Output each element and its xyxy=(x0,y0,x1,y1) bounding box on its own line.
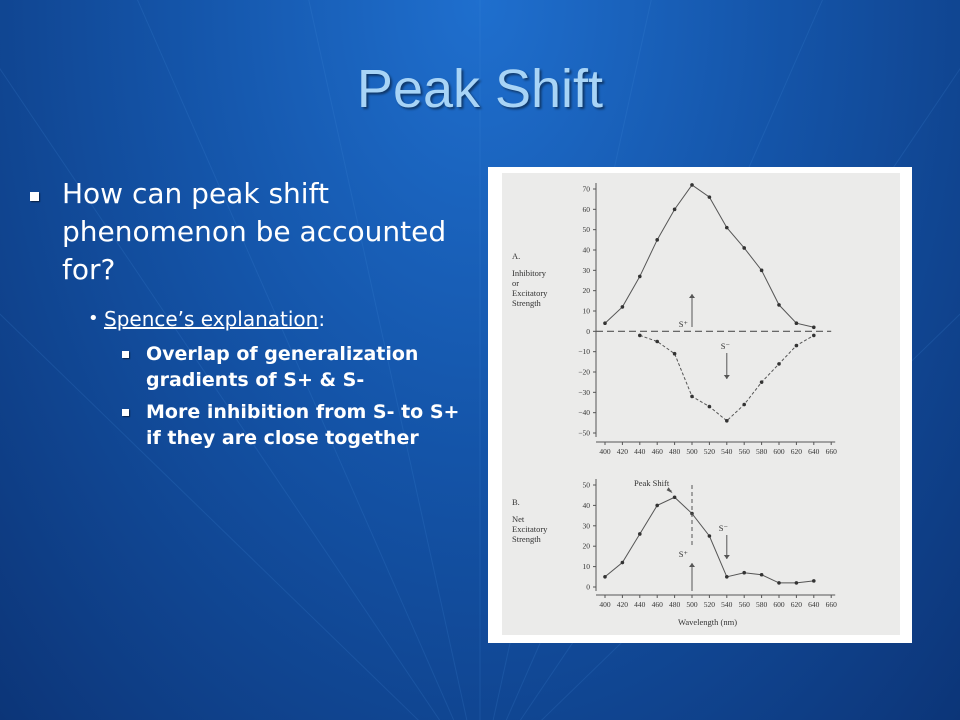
bullet-detail-inhibition xyxy=(30,399,470,451)
panel-b-x-tick-label: 500 xyxy=(686,600,698,609)
panel-a-ylabel-line2: or xyxy=(512,278,520,288)
panel-a-series-0-point xyxy=(673,208,677,212)
panel-a-x-tick-label: 520 xyxy=(703,447,716,456)
panel-a-series-0-point xyxy=(725,226,729,230)
panel-b-s-plus-label: S⁺ xyxy=(678,549,688,559)
panel-b-x-tick-label: 520 xyxy=(703,600,716,609)
panel-a-series-1-point xyxy=(638,334,642,338)
panel-a-series-0-point xyxy=(777,303,781,307)
panel-b-series-0-point xyxy=(708,534,712,538)
panel-b-series-0-point xyxy=(603,575,607,579)
panel-a-y-tick-label: 0 xyxy=(586,326,590,336)
panel-a-y-tick-label: −30 xyxy=(578,387,590,397)
panel-a-y-tick-label: 50 xyxy=(582,225,590,235)
panel-b-x-tick-label: 480 xyxy=(668,600,681,609)
panel-b-x-tick-label: 460 xyxy=(651,600,663,609)
bullet-main-text: How can peak shift phenomenon be accounted for? xyxy=(62,177,447,286)
panel-b-y-tick-label: 20 xyxy=(582,541,590,551)
panel-b-x-tick-label: 420 xyxy=(616,600,629,609)
bullet-detail-text: More inhibition from S- to S+ if they are close together xyxy=(146,401,460,449)
panel-b-series-0-point xyxy=(621,561,625,565)
panel-a-series-1-point xyxy=(690,395,694,399)
generalization-gradient-figure xyxy=(488,167,912,643)
panel-b-y-tick-label: 50 xyxy=(582,480,590,490)
panel-a-y-tick-label: −50 xyxy=(578,428,590,438)
panel-a-series-1-point xyxy=(673,352,677,356)
panel-b-series-0-point xyxy=(812,579,816,583)
panel-b-y-tick-label: 0 xyxy=(586,582,590,592)
panel-b-series-0-point xyxy=(638,532,642,536)
panel-a-label: A. xyxy=(512,251,521,261)
panel-a-series-0-point xyxy=(760,269,764,273)
panel-a-ylabel-line1: Inhibitory xyxy=(512,268,546,278)
panel-b-ylabel-line1: Net xyxy=(512,514,525,524)
panel-b-series-0-point xyxy=(673,495,677,499)
panel-a-series-0-point xyxy=(638,275,642,279)
panel-a-x-tick-label: 640 xyxy=(808,447,820,456)
panel-a-y-tick-label: −10 xyxy=(578,347,590,357)
panel-b-s-minus-label: S⁻ xyxy=(718,523,729,533)
panel-a-series-1-point xyxy=(725,419,729,423)
bullet-detail-overlap xyxy=(30,341,470,393)
panel-b-x-tick-label: 440 xyxy=(634,600,646,609)
bullet-detail-text: Overlap of generalization gradients of S+ & S- xyxy=(146,343,419,391)
panel-b-x-tick-label: 580 xyxy=(755,600,768,609)
panel-a-s-plus-label: S⁺ xyxy=(678,319,688,329)
panel-a-x-tick-label: 580 xyxy=(755,447,768,456)
panel-b-x-tick-label: 540 xyxy=(721,600,733,609)
panel-a-ylabel-line4: Strength xyxy=(512,298,541,308)
panel-a-y-tick-label: 40 xyxy=(582,245,590,255)
panel-a-series-1-point xyxy=(742,403,746,407)
figure-panel xyxy=(488,167,912,643)
spence-explanation-link[interactable]: Spence’s explanation xyxy=(104,307,319,331)
panel-a-x-tick-label: 660 xyxy=(825,447,837,456)
panel-a-series-1-point xyxy=(812,334,816,338)
panel-a-x-tick-label: 500 xyxy=(686,447,698,456)
panel-b-peak-shift-label: Peak Shift xyxy=(634,478,670,488)
bullet-sub xyxy=(30,305,470,333)
panel-b-y-tick-label: 10 xyxy=(582,562,590,572)
bullet-list xyxy=(30,175,470,451)
panel-b-x-tick-label: 640 xyxy=(808,600,820,609)
figure-scan-background xyxy=(502,173,900,635)
round-bullet-icon: • xyxy=(88,308,99,329)
panel-b-y-tick-label: 30 xyxy=(582,521,590,531)
panel-b-x-tick-label: 600 xyxy=(773,600,785,609)
panel-a-y-tick-label: 30 xyxy=(582,265,590,275)
panel-a-x-tick-label: 420 xyxy=(616,447,629,456)
panel-a-series-0-point xyxy=(795,321,799,325)
panel-a-series-1-point xyxy=(760,380,764,384)
panel-a-ylabel-line3: Excitatory xyxy=(512,288,548,298)
panel-a-x-tick-label: 540 xyxy=(721,447,733,456)
panel-b-xlabel: Wavelength (nm) xyxy=(678,617,738,627)
panel-a-series-0-point xyxy=(621,305,625,309)
slide-title: Peak Shift xyxy=(356,59,604,119)
panel-a-series-1-point xyxy=(795,344,799,348)
bullet-main xyxy=(30,175,470,289)
panel-b-series-0-point xyxy=(777,581,781,585)
bullet-sub-colon: : xyxy=(318,307,326,331)
panel-a-y-tick-label: −20 xyxy=(578,367,590,377)
panel-b-series-0-point xyxy=(795,581,799,585)
panel-a-y-tick-label: 70 xyxy=(582,184,590,194)
panel-a-x-tick-label: 560 xyxy=(738,447,750,456)
panel-a-x-tick-label: 620 xyxy=(790,447,803,456)
square-bullet-icon xyxy=(122,409,129,416)
panel-b-y-tick-label: 40 xyxy=(582,500,590,510)
panel-a-y-tick-label: 60 xyxy=(582,204,590,214)
panel-a-y-tick-label: 20 xyxy=(582,286,590,296)
panel-a-series-0-point xyxy=(690,183,694,187)
panel-a-series-1-point xyxy=(655,340,659,344)
panel-b-label: B. xyxy=(512,497,520,507)
square-bullet-icon xyxy=(30,192,39,201)
panel-b-ylabel-line2: Excitatory xyxy=(512,524,548,534)
panel-a-series-0-point xyxy=(655,238,659,242)
panel-a-x-tick-label: 400 xyxy=(599,447,611,456)
panel-b-x-tick-label: 620 xyxy=(790,600,803,609)
panel-a-series-0-point xyxy=(812,325,816,329)
panel-b-series-0-point xyxy=(655,504,659,508)
panel-a-x-tick-label: 480 xyxy=(668,447,681,456)
panel-a-x-tick-label: 460 xyxy=(651,447,663,456)
panel-a-series-0-point xyxy=(603,321,607,325)
square-bullet-icon xyxy=(122,351,129,358)
panel-a-y-tick-label: −40 xyxy=(578,408,590,418)
panel-b-x-tick-label: 560 xyxy=(738,600,750,609)
panel-b-series-0-point xyxy=(742,571,746,575)
panel-b-series-0-point xyxy=(760,573,764,577)
panel-b-ylabel-line3: Strength xyxy=(512,534,541,544)
panel-a-series-0-point xyxy=(708,195,712,199)
panel-a-series-1-point xyxy=(708,405,712,409)
panel-a-x-tick-label: 600 xyxy=(773,447,785,456)
panel-b-x-tick-label: 400 xyxy=(599,600,611,609)
panel-a-x-tick-label: 440 xyxy=(634,447,646,456)
panel-a-series-0-point xyxy=(742,246,746,250)
panel-b-x-tick-label: 660 xyxy=(825,600,837,609)
panel-a-y-tick-label: 10 xyxy=(582,306,590,316)
panel-b-series-0-point xyxy=(725,575,729,579)
panel-a-series-1-point xyxy=(777,362,781,366)
panel-a-s-minus-label: S⁻ xyxy=(720,341,731,351)
